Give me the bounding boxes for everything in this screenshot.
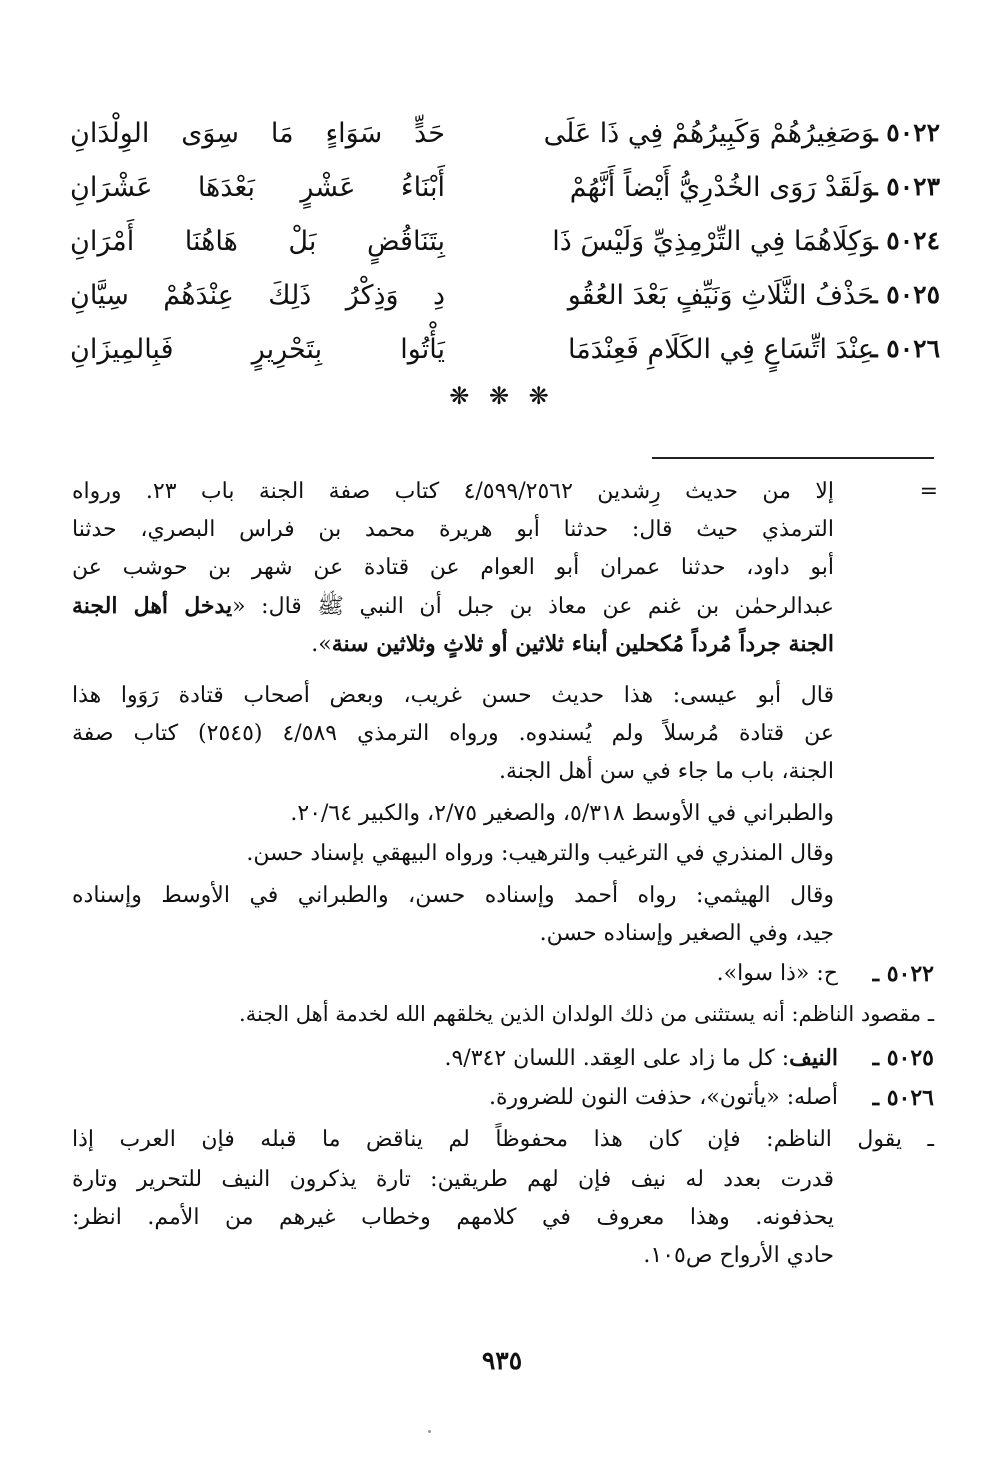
footnote-line: الجنة، باب ما جاء في سن أهل الجنة. <box>498 759 834 784</box>
scan-speck <box>428 1430 431 1433</box>
verse-number: ٥٠٢٣ ـ <box>870 172 940 201</box>
verse-5024 <box>70 220 940 274</box>
footnote-line: أبو داود، حدثنا عمران أبو العوام عن قتادة عن شهر بن حوشب عن <box>72 555 834 580</box>
verse-first-hemistich: عِنْدَ اتِّسَاعٍ فِي الكَلَامِ فَعِنْدَمَا <box>567 334 874 365</box>
footnote-line: إلا من حديث رِشدين ٤/٥٩٩/٢٥٦٢ كتاب صفة الجنة باب ٢٣. ورواه <box>72 479 834 504</box>
footnote-line <box>72 587 834 626</box>
note-number-5022: ٥٠٢٢ ـ <box>872 961 934 987</box>
footnote-text: : كل ما زاد على العِقد. اللسان ٩/٣٤٢. <box>444 1046 790 1071</box>
section-divider-stars: ❋ ❋ ❋ <box>449 382 555 410</box>
verse-second-hemistich: دِ وَذِكْرُ ذَلِكَ عِنْدَهُمْ سِيَّانِ <box>70 280 445 311</box>
note-number-5026: ٥٠٢٦ ـ <box>872 1085 934 1111</box>
verse-first-hemistich: وَصَغِيرُهُمْ وَكَبِيرُهُمْ فِي ذَا عَلَى <box>543 118 874 149</box>
verse-5023 <box>70 166 940 220</box>
footnote-line: أصله: «يأتون»، حذفت النون للضرورة. <box>489 1085 838 1110</box>
footnote-line: يحذفونه. وهذا معروف في كلامهم وخطاب غيرهم من الأمم. انظر: <box>72 1205 834 1230</box>
note-number-5025: ٥٠٢٥ ـ <box>872 1045 934 1071</box>
footnote-line: وقال المنذري في الترغيب والترهيب: ورواه البيهقي بإسناد حسن. <box>246 841 834 866</box>
footnote-line: قال أبو عيسى: هذا حديث حسن غريب، وبعض أصحاب قتادة رَوَوا هذا <box>72 683 834 708</box>
footnote-line <box>444 1039 838 1078</box>
verse-number: ٥٠٢٢ ـ <box>870 118 940 147</box>
hadith-text: يدخل أهل الجنة <box>72 593 233 619</box>
verse-first-hemistich: وَكِلَاهُمَا فِي التِّرْمِذِيِّ وَلَيْسَ ذَا <box>552 226 874 257</box>
verse-first-hemistich: حَذْفُ الثَّلَاثِ وَنَيِّفٍ بَعْدَ العُقُو <box>567 280 874 311</box>
poem-verses <box>70 112 940 382</box>
footnote-line <box>311 625 834 664</box>
verse-second-hemistich: يَأْتُوا بِتَحْرِيرٍ فَبِالمِيزَانِ <box>70 334 445 365</box>
footnote-line: الترمذي حيث قال: حدثنا أبو هريرة محمد بن فراس البصري، حدثنا <box>72 517 834 542</box>
footnote-line: ح: «ذا سوا». <box>716 961 838 986</box>
verse-second-hemistich: حَدٍّ سَوَاءٍ مَا سِوَى الوِلْدَانِ <box>70 118 445 149</box>
verse-second-hemistich: بِتَنَاقُضٍ بَلْ هَاهُنَا أَمْرَانِ <box>70 226 445 257</box>
verse-5026 <box>70 328 940 382</box>
footnote-line: ـ مقصود الناظم: أنه يستثنى من ذلك الولدان الذين يخلقهم الله لخدمة أهل الجنة. <box>239 1002 934 1026</box>
verse-5022 <box>70 112 940 166</box>
footnote-line: عن قتادة مُرسلاً ولم يُسندوه. ورواه الترمذي ٤/٥٨٩ (٢٥٤٥) كتاب صفة <box>72 721 835 746</box>
footnote-separator <box>652 457 934 459</box>
page-number: ٩٣٥ <box>481 1346 523 1375</box>
footnote-line: قدرت بعدد له نيف فإن لهم طريقين: تارة يذكرون النيف للتحرير وتارة <box>72 1167 834 1192</box>
verse-number: ٥٠٢٦ ـ <box>870 334 940 363</box>
hadith-text: الجنة جرداً مُرداً مُكحلين أبناء ثلاثين أو ثلاثٍ وثلاثين سنة <box>331 631 834 657</box>
continuation-marker: = <box>919 479 938 504</box>
footnote-line: ـ يقول الناظم: فإن كان هذا محفوظاً لم يناقض ما قبله فإن العرب إذا <box>72 1127 934 1152</box>
verse-number: ٥٠٢٥ ـ <box>870 280 940 309</box>
verse-5025 <box>70 274 940 328</box>
footnote-line: جيد، وفي الصغير وإسناده حسن. <box>539 921 834 946</box>
verse-number: ٥٠٢٤ ـ <box>870 226 940 255</box>
footnote-line: حادي الأرواح ص١٠٥. <box>643 1243 834 1268</box>
footnote-text: عبدالرحمٰن بن غنم عن معاذ بن جبل أن النبي ﷺ قال: « <box>232 594 834 619</box>
verse-first-hemistich: وَلَقَدْ رَوَى الخُدْرِيُّ أَيْضاً أَنَّهُمْ <box>569 172 874 203</box>
footnote-line: وقال الهيثمي: رواه أحمد وإسناده حسن، والطبراني في الأوسط وإسناده <box>72 883 834 908</box>
verse-second-hemistich: أَبْنَاءُ عَشْرٍ بَعْدَهَا عَشْرَانِ <box>70 172 445 203</box>
glossary-term: النيف <box>789 1045 838 1071</box>
footnote-text: ». <box>311 632 332 657</box>
footnote-line: والطبراني في الأوسط ٥/٣١٨، والصغير ٢/٧٥، والكبير ٢٠/٦٤. <box>290 801 834 826</box>
